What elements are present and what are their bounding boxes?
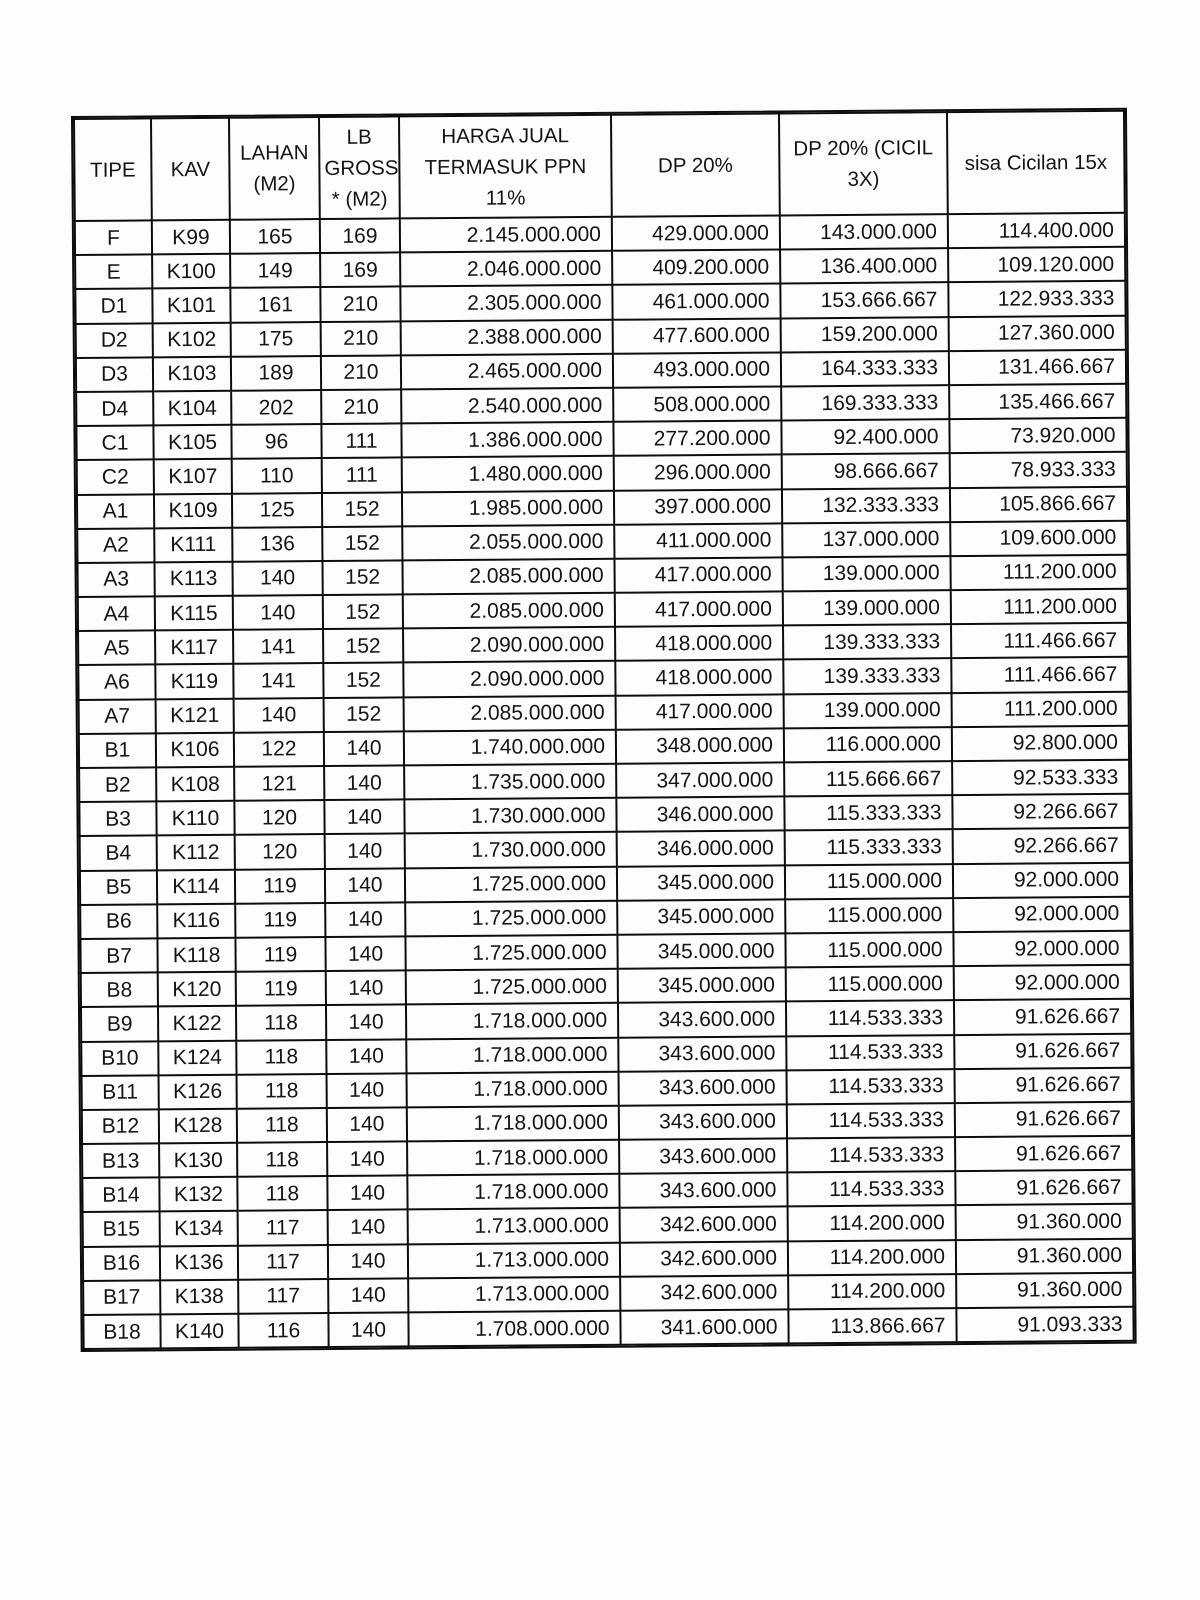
cell-sisa-cicilan: 91.360.000 — [956, 1238, 1133, 1274]
cell-kav: K134 — [160, 1211, 238, 1246]
cell-sisa-cicilan: 111.200.000 — [952, 691, 1129, 727]
cell-lb-gross: 140 — [327, 1141, 407, 1176]
cell-dp-cicil: 132.333.333 — [782, 488, 950, 524]
cell-kav: K104 — [153, 391, 231, 426]
cell-harga-jual: 1.713.000.000 — [408, 1277, 620, 1313]
cell-dp: 493.000.000 — [613, 352, 781, 388]
cell-sisa-cicilan: 92.000.000 — [953, 896, 1130, 932]
cell-dp-cicil: 98.666.667 — [782, 453, 950, 489]
cell-dp: 477.600.000 — [613, 318, 781, 354]
cell-dp: 343.600.000 — [619, 1173, 787, 1209]
cell-tipe: B14 — [82, 1178, 159, 1213]
cell-dp-cicil: 115.000.000 — [785, 932, 953, 968]
cell-dp-cicil: 115.000.000 — [786, 966, 954, 1002]
cell-kav: K140 — [160, 1314, 238, 1349]
cell-lb-gross: 152 — [323, 594, 403, 629]
header-dp: DP 20% — [611, 113, 780, 216]
cell-tipe: B16 — [83, 1246, 160, 1281]
cell-tipe: B7 — [80, 938, 157, 973]
cell-dp: 277.200.000 — [613, 421, 781, 457]
cell-dp: 343.600.000 — [619, 1070, 787, 1106]
cell-kav: K112 — [157, 835, 235, 870]
cell-dp: 409.200.000 — [612, 250, 780, 286]
cell-dp-cicil: 115.000.000 — [785, 864, 953, 900]
cell-tipe: B6 — [80, 904, 157, 939]
cell-harga-jual: 1.985.000.000 — [402, 490, 614, 526]
cell-harga-jual: 1.718.000.000 — [407, 1174, 619, 1210]
cell-dp: 343.600.000 — [619, 1104, 787, 1140]
cell-dp: 342.600.000 — [620, 1275, 788, 1311]
cell-lahan: 125 — [232, 493, 322, 528]
cell-kav: K120 — [158, 972, 236, 1007]
header-row — [74, 111, 1125, 221]
cell-lahan: 141 — [233, 629, 323, 664]
cell-sisa-cicilan: 111.466.667 — [951, 657, 1128, 693]
cell-sisa-cicilan: 105.866.667 — [950, 486, 1127, 522]
cell-tipe: B9 — [81, 1007, 158, 1042]
cell-lb-gross: 152 — [322, 492, 402, 527]
cell-dp: 343.600.000 — [618, 1036, 786, 1072]
cell-tipe: A1 — [77, 494, 154, 529]
cell-sisa-cicilan: 92.266.667 — [952, 794, 1129, 830]
cell-lb-gross: 140 — [326, 1039, 406, 1074]
cell-kav: K114 — [157, 869, 235, 904]
cell-dp-cicil: 169.333.333 — [781, 385, 949, 421]
cell-harga-jual: 1.725.000.000 — [405, 866, 617, 902]
cell-harga-jual: 2.145.000.000 — [400, 217, 612, 253]
cell-tipe: B5 — [80, 870, 157, 905]
cell-kav: K108 — [156, 767, 234, 802]
cell-dp-cicil: 116.000.000 — [784, 727, 952, 763]
cell-tipe: B3 — [79, 802, 156, 837]
cell-tipe: B10 — [81, 1041, 158, 1076]
cell-dp: 418.000.000 — [615, 660, 783, 696]
cell-sisa-cicilan: 111.200.000 — [950, 555, 1127, 591]
cell-sisa-cicilan: 135.466.667 — [949, 384, 1126, 420]
table-row — [83, 1307, 1133, 1349]
cell-harga-jual: 2.085.000.000 — [402, 559, 614, 595]
cell-kav: K136 — [160, 1245, 238, 1280]
cell-harga-jual: 1.718.000.000 — [406, 1037, 618, 1073]
cell-dp: 417.000.000 — [615, 592, 783, 628]
header-tipe: TIPE — [74, 118, 152, 221]
cell-lahan: 118 — [237, 1176, 327, 1211]
cell-sisa-cicilan: 73.920.000 — [949, 418, 1126, 454]
header-dp-cicil: DP 20% (CICIL 3X) — [779, 112, 948, 215]
cell-dp: 342.600.000 — [620, 1207, 788, 1243]
cell-harga-jual: 1.725.000.000 — [405, 901, 617, 937]
cell-dp: 345.000.000 — [618, 968, 786, 1004]
cell-tipe: B12 — [82, 1109, 159, 1144]
cell-tipe: A2 — [77, 528, 154, 563]
cell-lb-gross: 152 — [322, 560, 402, 595]
cell-kav: K126 — [159, 1074, 237, 1109]
cell-dp: 417.000.000 — [614, 557, 782, 593]
cell-lb-gross: 210 — [321, 389, 401, 424]
cell-sisa-cicilan: 91.626.667 — [954, 999, 1131, 1035]
price-list-table — [73, 110, 1135, 1350]
cell-dp-cicil: 115.666.667 — [784, 761, 952, 797]
cell-lahan: 189 — [231, 356, 321, 391]
cell-lahan: 119 — [235, 869, 325, 904]
cell-kav: K102 — [153, 322, 231, 357]
cell-lb-gross: 140 — [324, 765, 404, 800]
cell-sisa-cicilan: 109.600.000 — [950, 520, 1127, 556]
cell-sisa-cicilan: 91.626.667 — [955, 1102, 1132, 1138]
cell-dp: 345.000.000 — [617, 933, 785, 969]
cell-lahan: 120 — [235, 834, 325, 869]
cell-dp: 343.600.000 — [619, 1138, 787, 1174]
cell-sisa-cicilan: 91.093.333 — [956, 1307, 1133, 1343]
cell-kav: K109 — [154, 493, 232, 528]
cell-harga-jual: 2.465.000.000 — [401, 354, 613, 390]
cell-lahan: 119 — [236, 971, 326, 1006]
cell-dp: 508.000.000 — [613, 386, 781, 422]
cell-dp-cicil: 114.533.333 — [787, 1137, 955, 1173]
cell-lb-gross: 169 — [320, 253, 400, 288]
cell-lb-gross: 111 — [322, 458, 402, 493]
cell-tipe: B2 — [79, 767, 156, 802]
cell-dp-cicil: 159.200.000 — [781, 317, 949, 353]
cell-dp-cicil: 139.333.333 — [783, 624, 951, 660]
cell-tipe: B13 — [82, 1143, 159, 1178]
cell-dp-cicil: 114.533.333 — [786, 1035, 954, 1071]
cell-lahan: 118 — [237, 1074, 327, 1109]
cell-dp: 461.000.000 — [612, 284, 780, 320]
cell-tipe: B1 — [79, 733, 156, 768]
cell-kav: K118 — [157, 938, 235, 973]
cell-lahan: 96 — [231, 424, 321, 459]
cell-kav: K105 — [153, 425, 231, 460]
cell-dp: 346.000.000 — [616, 797, 784, 833]
cell-kav: K117 — [155, 630, 233, 665]
cell-dp-cicil: 114.200.000 — [788, 1240, 956, 1276]
cell-harga-jual: 1.480.000.000 — [402, 456, 614, 492]
cell-harga-jual: 1.740.000.000 — [404, 730, 616, 766]
cell-dp: 418.000.000 — [615, 626, 783, 662]
cell-kav: K100 — [152, 254, 230, 289]
cell-dp-cicil: 136.400.000 — [780, 248, 948, 284]
cell-lb-gross: 140 — [324, 731, 404, 766]
cell-dp-cicil: 115.333.333 — [784, 795, 952, 831]
cell-harga-jual: 2.090.000.000 — [403, 627, 615, 663]
cell-tipe: D3 — [76, 357, 153, 392]
cell-kav: K107 — [154, 459, 232, 494]
cell-tipe: D4 — [76, 391, 153, 426]
cell-tipe: B8 — [81, 972, 158, 1007]
cell-tipe: A5 — [78, 631, 155, 666]
cell-kav: K106 — [156, 733, 234, 768]
cell-lb-gross: 152 — [322, 526, 402, 561]
cell-tipe: B11 — [82, 1075, 159, 1110]
cell-lb-gross: 210 — [320, 287, 400, 322]
cell-tipe: F — [75, 220, 152, 255]
table-header — [74, 111, 1125, 221]
cell-dp-cicil: 113.866.667 — [788, 1308, 956, 1344]
cell-lb-gross: 140 — [328, 1210, 408, 1245]
cell-kav: K110 — [156, 801, 234, 836]
cell-dp: 296.000.000 — [614, 455, 782, 491]
cell-kav: K115 — [155, 596, 233, 631]
cell-dp-cicil: 164.333.333 — [781, 351, 949, 387]
cell-lahan: 119 — [235, 903, 325, 938]
table-body — [75, 213, 1134, 1349]
cell-harga-jual: 1.713.000.000 — [408, 1208, 620, 1244]
cell-lahan: 118 — [236, 1005, 326, 1040]
cell-lb-gross: 152 — [324, 697, 404, 732]
cell-lahan: 117 — [238, 1245, 328, 1280]
cell-lb-gross: 140 — [325, 834, 405, 869]
cell-sisa-cicilan: 91.626.667 — [955, 1170, 1132, 1206]
cell-tipe: E — [75, 255, 152, 290]
cell-tipe: A6 — [78, 665, 155, 700]
cell-dp-cicil: 114.533.333 — [787, 1171, 955, 1207]
cell-lahan: 117 — [238, 1210, 328, 1245]
cell-dp: 397.000.000 — [614, 489, 782, 525]
cell-lb-gross: 152 — [323, 663, 403, 698]
cell-tipe: B17 — [83, 1280, 160, 1315]
cell-sisa-cicilan: 122.933.333 — [948, 281, 1125, 317]
cell-sisa-cicilan: 114.400.000 — [948, 213, 1125, 249]
cell-lb-gross: 140 — [324, 800, 404, 835]
cell-sisa-cicilan: 111.200.000 — [951, 589, 1128, 625]
cell-lb-gross: 140 — [327, 1176, 407, 1211]
cell-sisa-cicilan: 92.533.333 — [952, 760, 1129, 796]
cell-kav: K113 — [154, 562, 232, 597]
cell-kav: K132 — [159, 1177, 237, 1212]
cell-lb-gross: 140 — [327, 1073, 407, 1108]
cell-dp-cicil: 114.533.333 — [786, 1000, 954, 1036]
cell-kav: K119 — [155, 664, 233, 699]
cell-dp-cicil: 139.000.000 — [782, 556, 950, 592]
cell-harga-jual: 1.708.000.000 — [408, 1311, 620, 1347]
cell-sisa-cicilan: 91.360.000 — [956, 1273, 1133, 1309]
cell-dp: 343.600.000 — [618, 1002, 786, 1038]
cell-dp: 417.000.000 — [616, 694, 784, 730]
cell-harga-jual: 2.046.000.000 — [400, 251, 612, 287]
cell-harga-jual: 2.305.000.000 — [400, 285, 612, 321]
cell-dp: 345.000.000 — [617, 865, 785, 901]
cell-lahan: 202 — [231, 390, 321, 425]
cell-kav: K130 — [159, 1143, 237, 1178]
cell-lahan: 140 — [232, 561, 322, 596]
cell-kav: K103 — [153, 357, 231, 392]
cell-tipe: B15 — [83, 1212, 160, 1247]
cell-tipe: C2 — [77, 460, 154, 495]
cell-kav: K101 — [152, 288, 230, 323]
cell-kav: K122 — [158, 1006, 236, 1041]
cell-lahan: 161 — [230, 287, 320, 322]
cell-dp-cicil: 115.000.000 — [785, 898, 953, 934]
cell-harga-jual: 2.090.000.000 — [403, 661, 615, 697]
cell-kav: K99 — [152, 220, 230, 255]
cell-kav: K138 — [160, 1280, 238, 1315]
cell-harga-jual: 2.085.000.000 — [404, 695, 616, 731]
cell-tipe: B18 — [83, 1314, 160, 1349]
cell-dp-cicil: 114.533.333 — [786, 1069, 954, 1105]
cell-dp-cicil: 137.000.000 — [782, 522, 950, 558]
cell-sisa-cicilan: 92.000.000 — [953, 931, 1130, 967]
cell-lb-gross: 111 — [321, 424, 401, 459]
cell-lb-gross: 210 — [321, 321, 401, 356]
cell-lahan: 110 — [232, 458, 322, 493]
cell-harga-jual: 2.085.000.000 — [403, 593, 615, 629]
cell-lahan: 117 — [238, 1279, 328, 1314]
cell-dp-cicil: 92.400.000 — [781, 419, 949, 455]
cell-kav: K111 — [154, 527, 232, 562]
cell-dp: 411.000.000 — [614, 523, 782, 559]
cell-dp-cicil: 114.200.000 — [788, 1206, 956, 1242]
cell-harga-jual: 2.388.000.000 — [401, 319, 613, 355]
header-kav: KAV — [151, 118, 230, 221]
header-lahan: LAHAN (M2) — [229, 117, 320, 220]
cell-lahan: 149 — [230, 253, 320, 288]
cell-sisa-cicilan: 91.626.667 — [955, 1136, 1132, 1172]
header-harga-jual: HARGA JUAL TERMASUK PPN 11% — [399, 115, 612, 219]
cell-sisa-cicilan: 78.933.333 — [950, 452, 1127, 488]
cell-sisa-cicilan: 92.000.000 — [953, 862, 1130, 898]
cell-lahan: 120 — [234, 800, 324, 835]
cell-harga-jual: 1.713.000.000 — [408, 1242, 620, 1278]
cell-lahan: 118 — [237, 1108, 327, 1143]
cell-harga-jual: 2.055.000.000 — [402, 524, 614, 560]
cell-harga-jual: 1.718.000.000 — [407, 1106, 619, 1142]
cell-dp: 429.000.000 — [612, 215, 780, 251]
cell-tipe: A3 — [77, 562, 154, 597]
cell-dp-cicil: 143.000.000 — [780, 214, 948, 250]
cell-harga-jual: 1.718.000.000 — [406, 1003, 618, 1039]
cell-lahan: 136 — [232, 527, 322, 562]
cell-dp-cicil: 153.666.667 — [780, 283, 948, 319]
cell-lb-gross: 140 — [326, 1005, 406, 1040]
cell-sisa-cicilan: 92.800.000 — [952, 726, 1129, 762]
cell-sisa-cicilan: 91.626.667 — [954, 1067, 1131, 1103]
cell-harga-jual: 1.718.000.000 — [407, 1140, 619, 1176]
cell-lahan: 140 — [234, 698, 324, 733]
cell-dp-cicil: 115.333.333 — [785, 829, 953, 865]
cell-lahan: 122 — [234, 732, 324, 767]
cell-dp-cicil: 139.333.333 — [783, 659, 951, 695]
cell-sisa-cicilan: 127.360.000 — [949, 315, 1126, 351]
cell-lahan: 116 — [238, 1313, 328, 1348]
cell-dp-cicil: 114.200.000 — [788, 1274, 956, 1310]
cell-dp: 341.600.000 — [620, 1309, 788, 1345]
cell-lb-gross: 169 — [320, 218, 400, 253]
cell-dp-cicil: 114.533.333 — [787, 1103, 955, 1139]
header-lb-gross: LB GROSS * (M2) — [319, 116, 400, 219]
cell-harga-jual: 1.730.000.000 — [404, 798, 616, 834]
cell-lb-gross: 140 — [328, 1278, 408, 1313]
cell-lb-gross: 140 — [328, 1244, 408, 1279]
cell-kav: K116 — [157, 904, 235, 939]
cell-lahan: 175 — [231, 322, 321, 357]
cell-lb-gross: 140 — [325, 868, 405, 903]
cell-sisa-cicilan: 92.000.000 — [954, 965, 1131, 1001]
cell-lahan: 165 — [230, 219, 320, 254]
header-sisa-cicilan: sisa Cicilan 15x — [947, 111, 1125, 214]
cell-kav: K128 — [159, 1109, 237, 1144]
cell-lb-gross: 140 — [325, 902, 405, 937]
cell-lahan: 119 — [235, 937, 325, 972]
cell-harga-jual: 1.718.000.000 — [407, 1071, 619, 1107]
cell-harga-jual: 1.735.000.000 — [404, 764, 616, 800]
cell-lahan: 118 — [237, 1142, 327, 1177]
cell-dp: 346.000.000 — [617, 831, 785, 867]
cell-tipe: B4 — [80, 836, 157, 871]
cell-harga-jual: 1.725.000.000 — [406, 969, 618, 1005]
cell-dp: 348.000.000 — [616, 728, 784, 764]
cell-tipe: A4 — [78, 596, 155, 631]
cell-sisa-cicilan: 109.120.000 — [948, 247, 1125, 283]
cell-tipe: C1 — [76, 426, 153, 461]
cell-sisa-cicilan: 91.626.667 — [954, 1033, 1131, 1069]
cell-dp: 345.000.000 — [617, 899, 785, 935]
cell-dp-cicil: 139.000.000 — [783, 590, 951, 626]
cell-lahan: 140 — [233, 595, 323, 630]
cell-tipe: A7 — [79, 699, 156, 734]
cell-sisa-cicilan: 131.466.667 — [949, 349, 1126, 385]
cell-kav: K124 — [158, 1040, 236, 1075]
cell-harga-jual: 1.386.000.000 — [401, 422, 613, 458]
cell-dp-cicil: 139.000.000 — [784, 693, 952, 729]
cell-tipe: D2 — [76, 323, 153, 358]
cell-harga-jual: 1.725.000.000 — [405, 935, 617, 971]
cell-sisa-cicilan: 92.266.667 — [953, 828, 1130, 864]
cell-lahan: 118 — [236, 1040, 326, 1075]
cell-lb-gross: 152 — [323, 629, 403, 664]
cell-harga-jual: 2.540.000.000 — [401, 388, 613, 424]
cell-tipe: D1 — [75, 289, 152, 324]
cell-lb-gross: 140 — [325, 936, 405, 971]
cell-lahan: 141 — [233, 663, 323, 698]
cell-lb-gross: 210 — [321, 355, 401, 390]
cell-harga-jual: 1.730.000.000 — [405, 832, 617, 868]
cell-lb-gross: 140 — [328, 1312, 408, 1347]
cell-lb-gross: 140 — [327, 1107, 407, 1142]
cell-lahan: 121 — [234, 766, 324, 801]
cell-dp: 347.000.000 — [616, 762, 784, 798]
cell-dp: 342.600.000 — [620, 1241, 788, 1277]
cell-lb-gross: 140 — [326, 971, 406, 1006]
cell-sisa-cicilan: 91.360.000 — [956, 1204, 1133, 1240]
cell-kav: K121 — [156, 698, 234, 733]
cell-sisa-cicilan: 111.466.667 — [951, 623, 1128, 659]
